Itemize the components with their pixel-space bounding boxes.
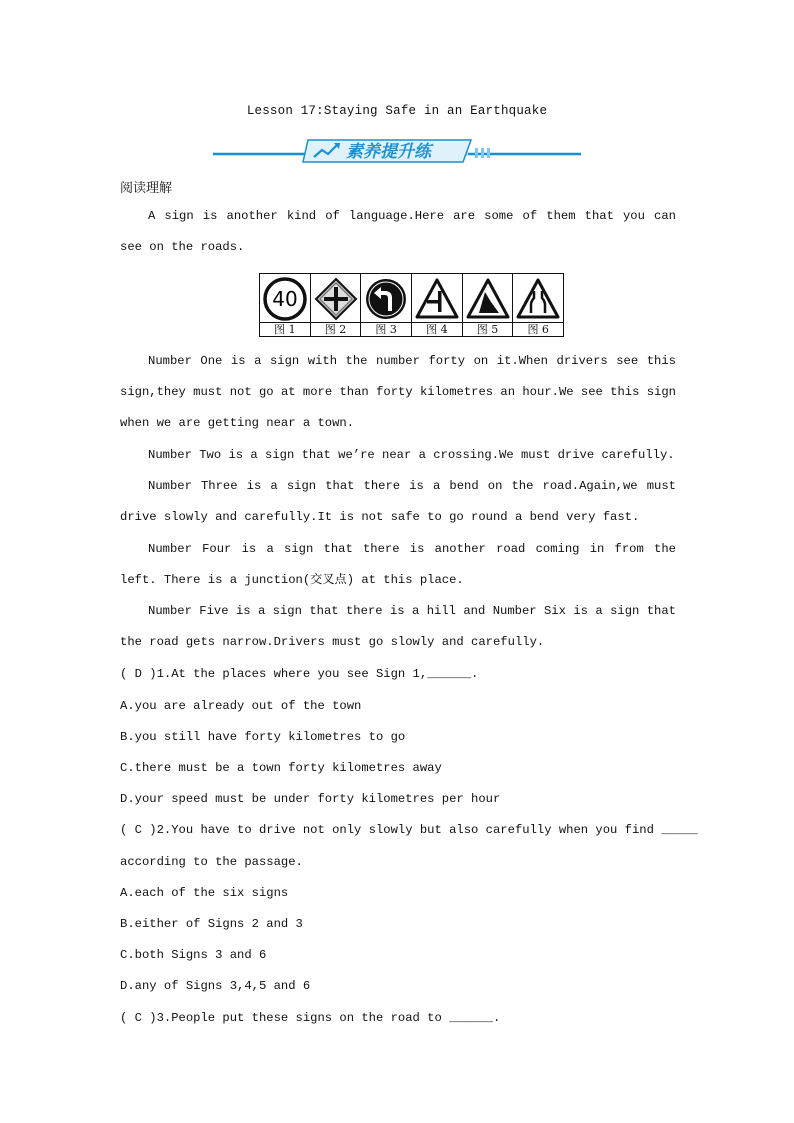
- section-banner: [213, 136, 581, 164]
- sign-caption: 图 1: [260, 322, 310, 336]
- bend-left-icon: [363, 276, 409, 322]
- question-2-stem-cont: according to the passage.: [120, 855, 303, 869]
- paragraph-3: Number Three is a sign that there is a bend on the road.Again,we must drive slowly and carefully.It is not safe to go round a bend very fast.: [120, 479, 676, 524]
- sign-cell-5: [463, 274, 514, 336]
- paragraph-5: Number Five is a sign that there is a hill and Number Six is a sign that the road gets narrow.Drivers must go slowly and carefully.: [120, 604, 676, 649]
- section-heading: 阅读理解: [120, 181, 173, 196]
- steep-hill-icon: [465, 276, 511, 322]
- q1-option-a: A.you are already out of the town: [120, 699, 362, 713]
- sign-cell-4: [412, 274, 463, 336]
- road-signs-table: [259, 273, 564, 337]
- sign-number: 40: [272, 287, 298, 311]
- sign-cell-2: [311, 274, 362, 336]
- sign-caption: 图 4: [412, 322, 462, 336]
- q2-option-c: C.both Signs 3 and 6: [120, 948, 267, 962]
- sign-cell-1: [260, 274, 311, 336]
- question-1-stem: ( D )1.At the places where you see Sign 1,______.: [120, 667, 479, 681]
- q1-option-d: D.your speed must be under forty kilometres per hour: [120, 792, 501, 806]
- q2-option-b: B.either of Signs 2 and 3: [120, 917, 303, 931]
- sign-caption: 图 2: [311, 322, 361, 336]
- q2-option-a: A.each of the six signs: [120, 886, 289, 900]
- page-title: Lesson 17:Staying Safe in an Earthquake: [246, 104, 548, 118]
- crossing-icon: [313, 276, 359, 322]
- paragraph-1: Number One is a sign with the number forty on it.When drivers see this sign,they must not go at more than forty kilometres an hour.We see this sign when we are getting near a town.: [120, 354, 676, 430]
- q2-option-d: D.any of Signs 3,4,5 and 6: [120, 979, 311, 993]
- question-3-stem: ( C )3.People put these signs on the road to ______.: [120, 1011, 501, 1025]
- sign-caption: 图 6: [513, 322, 563, 336]
- intro-paragraph: A sign is another kind of language.Here are some of them that you can see on the roads.: [120, 209, 676, 254]
- sign-cell-6: [513, 274, 563, 336]
- junction-left-icon: [414, 276, 460, 322]
- sign-cell-3: [361, 274, 412, 336]
- q1-option-b: B.you still have forty kilometres to go: [120, 730, 406, 744]
- sign-caption: 图 3: [361, 322, 411, 336]
- road-narrows-icon: [515, 276, 561, 322]
- sign-caption: 图 5: [463, 322, 513, 336]
- paragraph-2: Number Two is a sign that we’re near a crossing.We must drive carefully.: [148, 448, 675, 462]
- q1-option-c: C.there must be a town forty kilometres away: [120, 761, 442, 775]
- speed-limit-40-icon: [262, 276, 308, 322]
- banner-text: 素养提升练: [346, 142, 431, 162]
- question-2-stem: ( C )2.You have to drive not only slowly but also carefully when you find _____: [120, 823, 698, 837]
- paragraph-4: Number Four is a sign that there is another road coming in from the left. There is a junction(交叉点) at this place.: [120, 542, 676, 587]
